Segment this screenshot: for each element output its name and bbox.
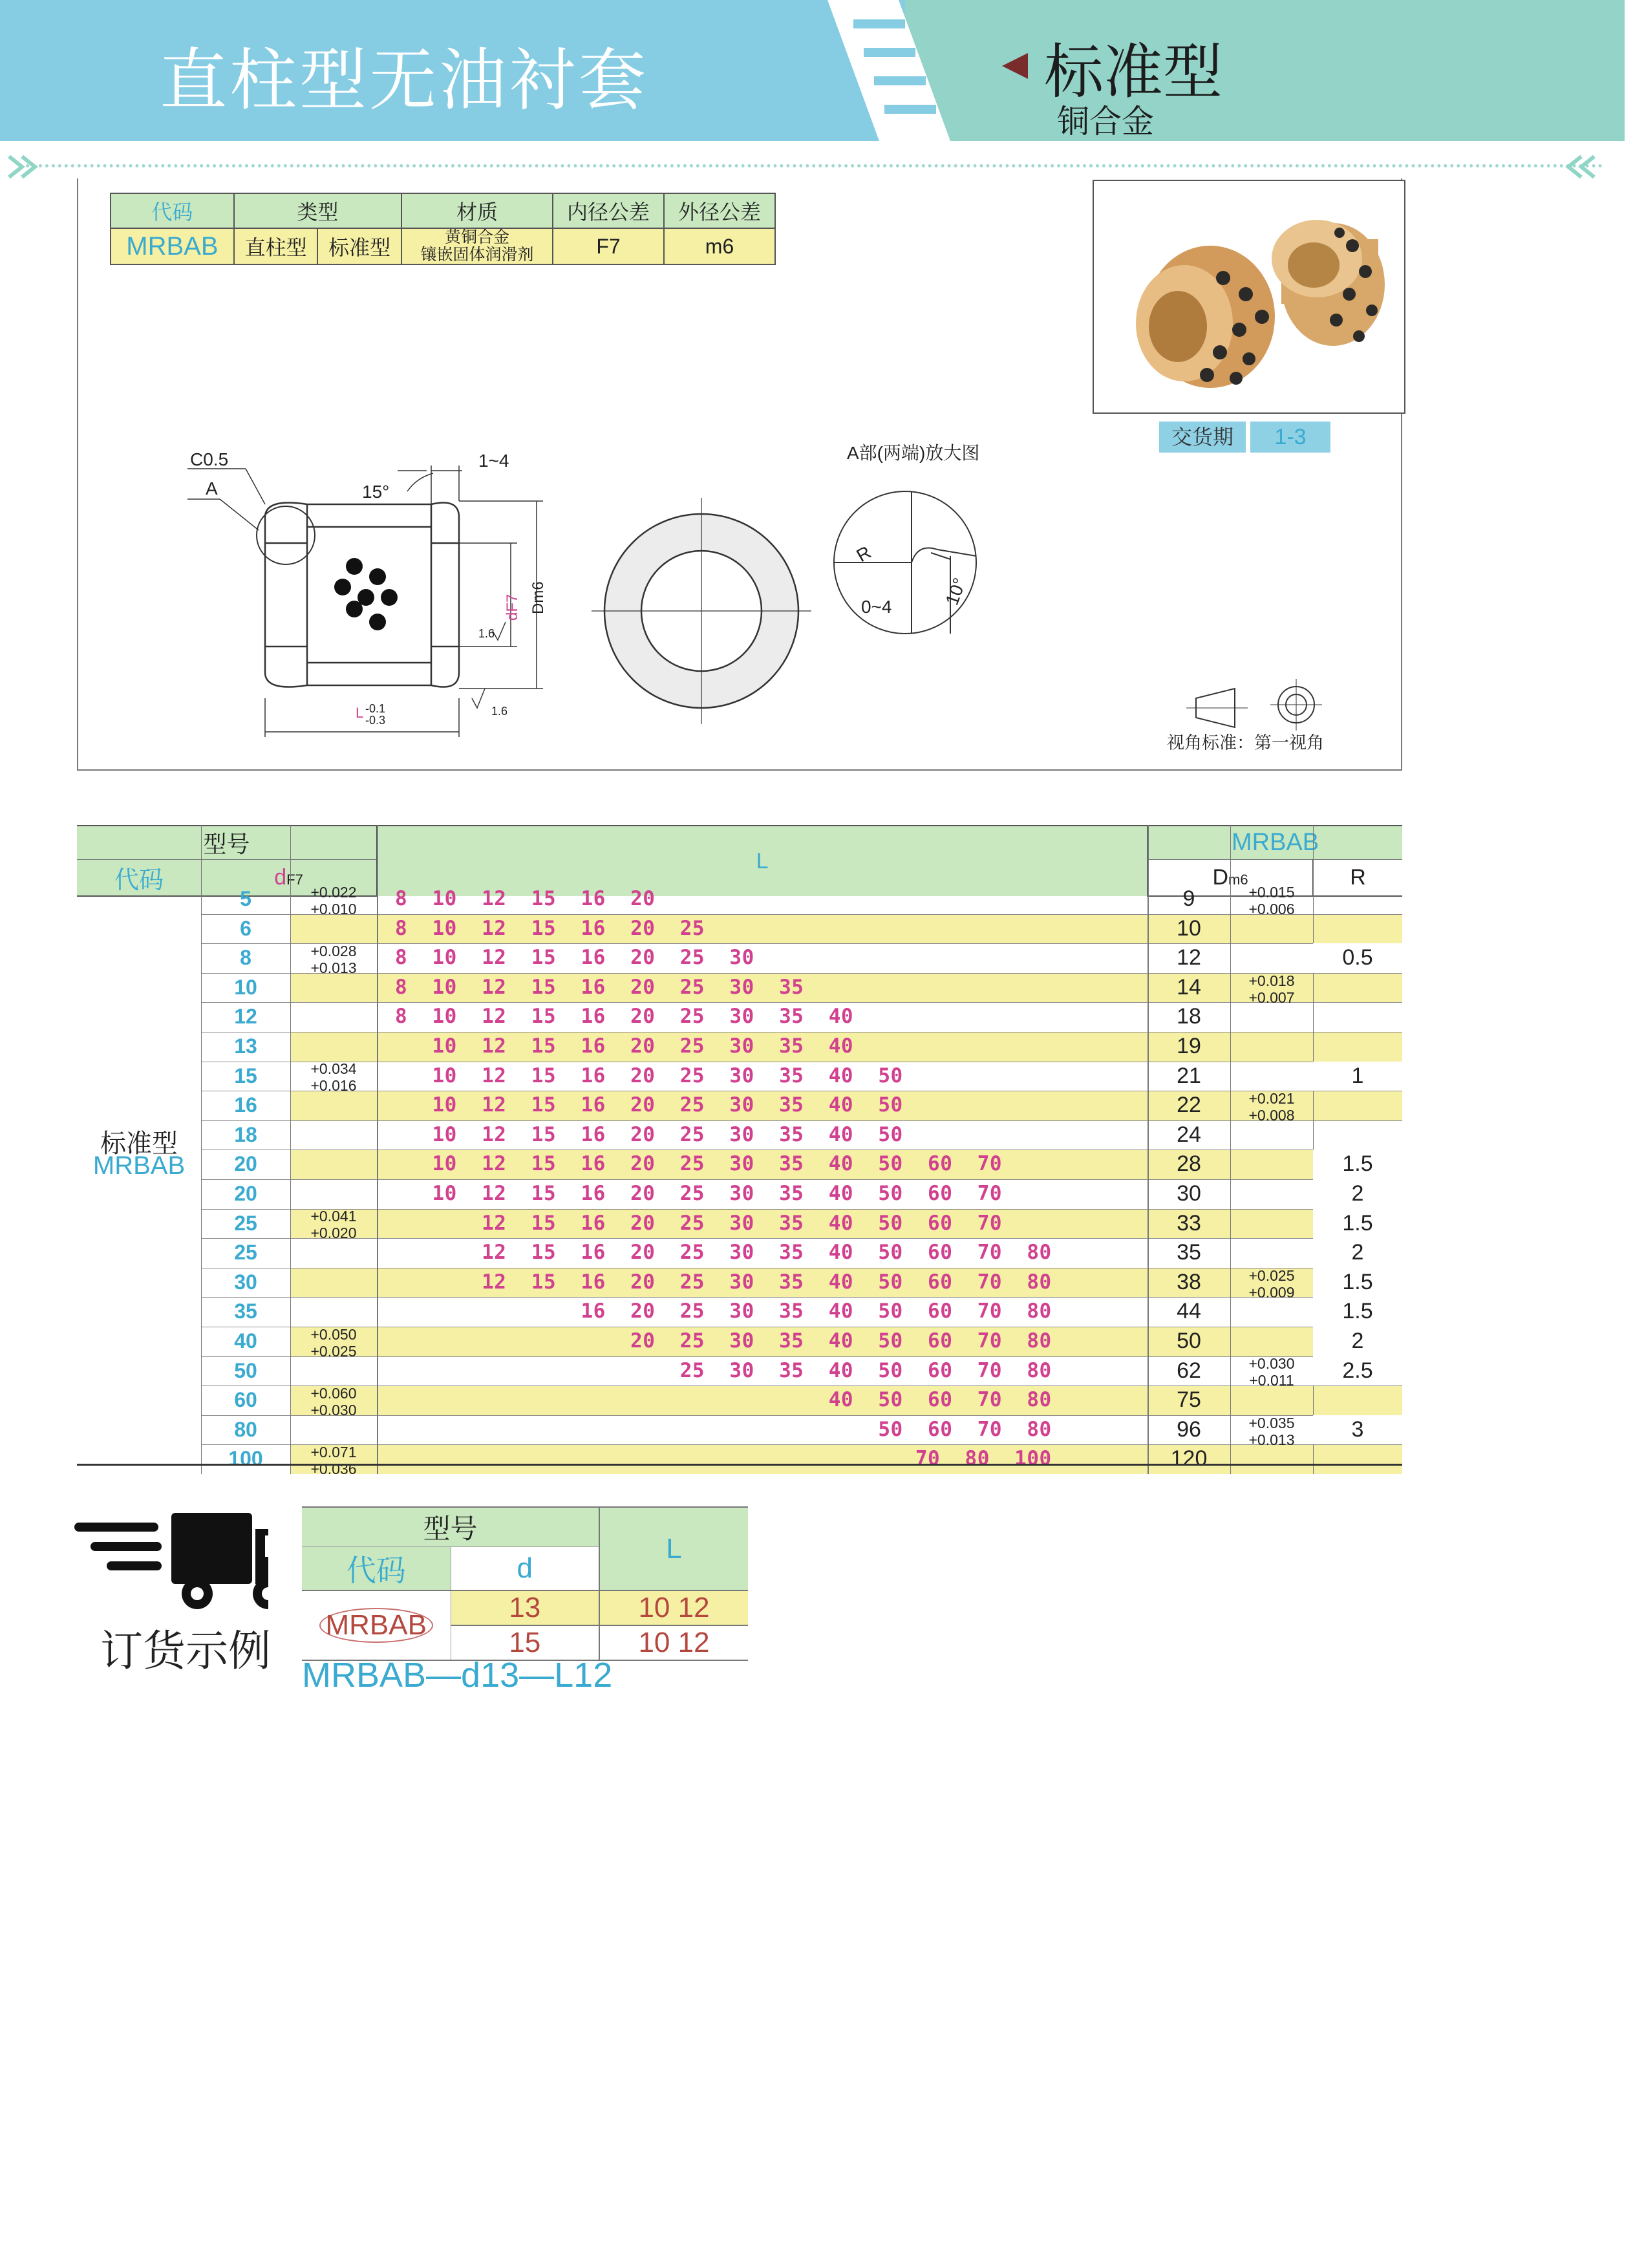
d-tolerance [290, 1326, 377, 1360]
cell-d: 8 [240, 946, 251, 970]
D-tol-lower: +0.006 [1248, 900, 1295, 917]
spec-header-material: 材质 [401, 193, 553, 228]
code-label-mrbab: MRBAB [92, 1151, 186, 1180]
cell-d: 40 [234, 1329, 257, 1353]
label-0-4: 0~4 [861, 597, 892, 617]
column-divider [1148, 825, 1149, 1474]
cell-D: 33 [1177, 1210, 1201, 1236]
order-header-model: 型号 [302, 1507, 599, 1547]
cell-D: 21 [1177, 1063, 1201, 1088]
header-R: R [1313, 860, 1402, 897]
order-header-code: 代码 [302, 1547, 451, 1591]
label-c05: C0.5 [190, 449, 229, 469]
projection-symbol-icon [1186, 679, 1322, 731]
D-tol-lower: +0.008 [1248, 1107, 1295, 1124]
column-divider [290, 825, 291, 1474]
d-tol-upper: +0.034 [310, 1060, 357, 1078]
label-detail-title: A部(两端)放大图 [847, 443, 980, 463]
cell-L-values: 10 12 15 16 20 25 30 35 40 50 [395, 1093, 903, 1117]
cell-R: 1 [1313, 1062, 1402, 1091]
order-d-13: 13 [451, 1590, 599, 1625]
label-roughness-1: 1.6 [478, 627, 495, 640]
order-l-13: 10 12 [599, 1590, 748, 1625]
cell-d: 100 [228, 1447, 263, 1471]
cell-d: 30 [234, 1270, 257, 1294]
spec-material-2: 镶嵌固体润滑剂 [420, 246, 534, 264]
cell-d: 50 [234, 1358, 257, 1382]
header-stripe-graphic [827, 0, 970, 141]
spec-inner-tol: F7 [553, 228, 664, 264]
cell-L-values: 12 15 16 20 25 30 35 40 50 60 70 [395, 1211, 1003, 1235]
cell-R: 2.5 [1313, 1356, 1402, 1386]
header-L: L [377, 826, 1148, 896]
series-material: 铜合金 [1057, 103, 1154, 140]
D-tol-lower: +0.009 [1248, 1283, 1295, 1301]
cell-D: 19 [1177, 1034, 1201, 1058]
d-tolerance [290, 943, 377, 976]
page-title: 直柱型无油衬套 [159, 43, 648, 118]
column-divider [377, 825, 378, 1474]
spec-table [110, 193, 776, 265]
cell-d: 12 [234, 1005, 257, 1029]
cell-d: 15 [234, 1064, 257, 1087]
delivery-value: 1-3 [1250, 422, 1330, 453]
cell-D: 120 [1170, 1446, 1208, 1471]
label-view-standard: 视角标准：第一视角 [1167, 733, 1324, 753]
cell-R: 3 [1313, 1415, 1402, 1445]
cell-d: 13 [234, 1034, 257, 1058]
order-l-15: 10 12 [599, 1625, 748, 1660]
d-tol-lower: +0.030 [310, 1402, 357, 1418]
cell-L-values: 8 10 12 15 16 20 25 30 35 [395, 975, 804, 999]
D-tol-lower: +0.007 [1248, 989, 1295, 1006]
cell-d: 80 [234, 1417, 257, 1441]
cell-D: 10 [1177, 915, 1201, 941]
cell-L-values: 10 12 15 16 20 25 30 35 40 [395, 1034, 854, 1058]
header-D-sub: m6 [1228, 872, 1248, 888]
technical-drawing [149, 440, 1351, 763]
D-tol-upper: +0.018 [1248, 972, 1295, 989]
cell-d: 5 [240, 887, 251, 910]
D-tol-lower: +0.013 [1248, 1431, 1295, 1448]
cell-D: 12 [1177, 945, 1201, 970]
cell-d: 35 [234, 1300, 257, 1323]
D-tol-lower: +0.011 [1249, 1372, 1294, 1389]
order-table [302, 1506, 748, 1661]
D-tolerance [1230, 1267, 1313, 1301]
double-chevron-left-icon [1558, 154, 1597, 180]
header-D: D [1212, 865, 1229, 890]
label-roughness-2: 1.6 [491, 705, 508, 718]
label-dF7: dF7 [504, 594, 521, 621]
cell-R: 2 [1313, 1238, 1402, 1268]
d-tol-upper: +0.028 [310, 943, 357, 959]
label-L-tol-lower: -0.3 [365, 714, 386, 727]
cell-L-values: 8 10 12 15 16 20 25 30 35 40 [395, 1005, 854, 1029]
cell-L-values: 10 12 15 16 20 25 30 35 40 50 60 70 [395, 1182, 1003, 1205]
D-tolerance [1230, 884, 1313, 917]
spec-type-2: 标准型 [317, 228, 401, 264]
header-d-sub: F7 [286, 872, 303, 888]
D-tol-upper: +0.021 [1248, 1090, 1295, 1107]
D-tol-upper: +0.030 [1248, 1355, 1295, 1373]
cell-d: 16 [234, 1093, 257, 1117]
cell-D: 38 [1177, 1269, 1201, 1294]
cell-D: 75 [1177, 1387, 1201, 1413]
column-divider [201, 825, 202, 1474]
front-view [592, 498, 811, 724]
D-tolerance [1230, 1415, 1313, 1448]
label-1-4: 1~4 [478, 451, 509, 471]
order-code: MRBAB [319, 1608, 433, 1643]
cell-L-values: 40 50 60 70 80 [395, 1388, 1052, 1412]
d-tol-upper: +0.041 [310, 1208, 357, 1225]
cell-L-values: 8 10 12 15 16 20 [395, 887, 656, 910]
d-tol-lower: +0.036 [310, 1460, 357, 1478]
order-example-label: 订货示例 [100, 1627, 271, 1674]
cell-L-values: 10 12 15 16 20 25 30 35 40 50 [395, 1064, 903, 1087]
cell-D: 35 [1177, 1240, 1201, 1265]
D-tolerance [1230, 1090, 1313, 1124]
label-L-tol-upper: -0.1 [365, 702, 386, 715]
d-tol-lower: +0.025 [310, 1342, 357, 1360]
delivery-truck-icon [74, 1506, 268, 1620]
spec-header-inner-tol: 内径公差 [553, 193, 664, 228]
d-tol-lower: +0.016 [310, 1077, 357, 1095]
D-tolerance [1230, 972, 1313, 1006]
label-L: L [356, 705, 364, 721]
order-d-15: 15 [451, 1625, 599, 1660]
bushing-photo-image [1094, 181, 1404, 412]
cell-D: 50 [1177, 1329, 1201, 1353]
D-tol-upper: +0.025 [1248, 1267, 1295, 1284]
d-tol-upper: +0.071 [310, 1444, 357, 1461]
d-tol-upper: +0.060 [310, 1385, 357, 1402]
cell-L-values: 12 15 16 20 25 30 35 40 50 60 70 80 [395, 1270, 1052, 1294]
order-header-d: d [451, 1547, 599, 1591]
cell-R: 2 [1313, 1327, 1402, 1356]
cell-D: 14 [1177, 974, 1201, 1000]
cell-D: 44 [1177, 1299, 1201, 1324]
header-model: 型号 [77, 826, 377, 860]
code-label-type: 标准型 [100, 1129, 178, 1159]
cell-D: 96 [1177, 1417, 1201, 1442]
double-chevron-right-icon [6, 154, 45, 180]
spec-header-type: 类型 [234, 193, 401, 228]
header-mrbab: MRBAB [1148, 826, 1402, 860]
cell-R: 1.5 [1313, 1297, 1402, 1327]
D-tolerance [1230, 1355, 1313, 1389]
D-tol-upper: +0.015 [1248, 883, 1295, 901]
cell-D: 28 [1177, 1151, 1201, 1177]
order-example-code: MRBAB—d13—L12 [302, 1656, 613, 1695]
cell-d: 60 [234, 1388, 257, 1412]
label-angle-10: 10° [941, 575, 970, 608]
cell-D: 62 [1177, 1358, 1201, 1383]
series-type: 标准型 [1044, 39, 1223, 105]
d-tolerance [290, 1385, 377, 1418]
cell-L-values: 10 12 15 16 20 25 30 35 40 50 60 70 [395, 1152, 1003, 1176]
label-Dm6: Dm6 [529, 581, 547, 614]
cell-D: 24 [1177, 1122, 1201, 1147]
order-header-L: L [599, 1507, 748, 1590]
spec-outer-tol: m6 [664, 228, 775, 264]
cell-d: 20 [234, 1152, 257, 1176]
cell-L-values: 10 12 15 16 20 25 30 35 40 50 [395, 1122, 903, 1146]
divider-dotted [26, 164, 1603, 167]
cell-L-values: 50 60 70 80 [395, 1417, 1052, 1441]
cell-d: 25 [234, 1211, 257, 1235]
spec-header-code: 代码 [111, 193, 234, 228]
cell-d: 10 [234, 975, 257, 999]
cell-L-values: 8 10 12 15 16 20 25 30 [395, 946, 754, 970]
d-tol-upper: +0.050 [310, 1325, 357, 1343]
spec-code: MRBAB [111, 228, 234, 264]
label-angle-15: 15° [362, 482, 390, 502]
cell-D: 9 [1182, 886, 1195, 911]
cell-R: 1.5 [1313, 1209, 1402, 1239]
cell-d: 20 [234, 1182, 257, 1205]
D-tol-upper: +0.035 [1248, 1414, 1295, 1431]
header-d: d [274, 865, 287, 890]
d-tolerance [290, 1444, 377, 1477]
cell-L-values: 8 10 12 15 16 20 25 [395, 916, 705, 940]
detail-view [834, 491, 976, 634]
label-a: A [206, 478, 218, 498]
cell-L-values: 16 20 25 30 35 40 50 60 70 80 [395, 1300, 1052, 1323]
cell-D: 18 [1177, 1004, 1201, 1029]
cell-L-values: 70 80 100 [395, 1447, 1052, 1471]
label-r: R [853, 542, 875, 566]
d-tolerance [290, 1060, 377, 1094]
delivery-label: 交货期 [1159, 422, 1246, 453]
cell-d: 25 [234, 1241, 257, 1265]
product-photo [1093, 180, 1405, 414]
cell-L-values: 25 30 35 40 50 60 70 80 [395, 1358, 1052, 1382]
cell-R: 0.5 [1313, 943, 1402, 973]
cell-D: 22 [1177, 1093, 1201, 1118]
cell-d: 18 [234, 1122, 257, 1146]
cell-R: 1.5 [1313, 1150, 1402, 1179]
d-tol-upper: +0.022 [310, 883, 357, 901]
cell-L-values: 20 25 30 35 40 50 60 70 80 [395, 1329, 1052, 1353]
d-tolerance [290, 1208, 377, 1241]
spec-material-1: 黄铜合金 [445, 228, 510, 246]
cell-R: 2 [1313, 1179, 1402, 1209]
triangle-left-icon [1002, 53, 1028, 79]
d-tol-lower: +0.010 [310, 900, 357, 917]
cell-R: 1.5 [1313, 1268, 1402, 1298]
d-tolerance [290, 884, 377, 917]
cell-L-values: 12 15 16 20 25 30 35 40 50 60 70 80 [395, 1241, 1052, 1265]
header-code: 代码 [77, 860, 201, 897]
spec-type-1: 直柱型 [234, 228, 318, 264]
cell-D: 30 [1177, 1181, 1201, 1206]
cell-d: 6 [240, 916, 251, 940]
spec-header-outer-tol: 外径公差 [664, 193, 775, 228]
d-tol-lower: +0.020 [310, 1225, 357, 1242]
d-tol-lower: +0.013 [310, 959, 357, 976]
size-table-bottom-rule [77, 1464, 1402, 1466]
